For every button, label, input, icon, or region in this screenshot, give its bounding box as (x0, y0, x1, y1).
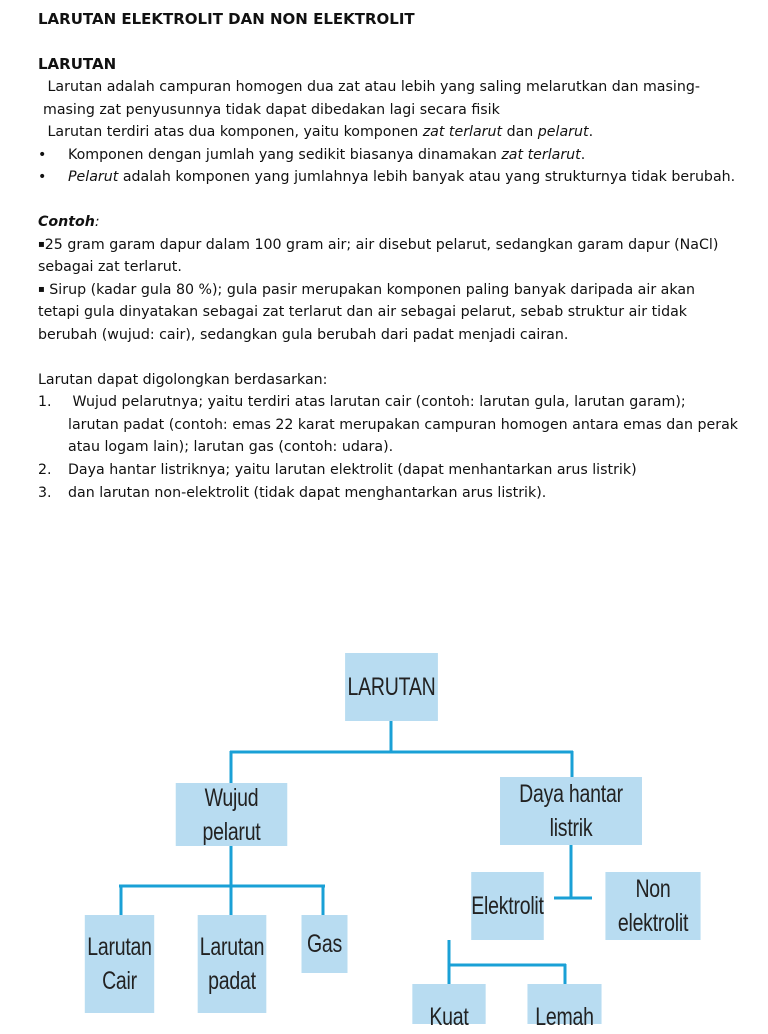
bullet-text-before: Komponen dengan jumlah yang sedikit biasanya dinamakan (68, 146, 502, 163)
number-marker: 3. (38, 484, 52, 501)
example-item (38, 279, 738, 347)
numbered-item-text: Wujud pelarutnya; yaitu terdiri atas larutan cair (contoh: larutan gula, larutan garam); larutan padat (contoh: emas 22 karat merupakan campuran homogen antara emas dan perak atau logam lain); larutan gas (contoh: udara). (68, 394, 743, 456)
bullet-text-after: . (580, 146, 586, 163)
numbered-item (38, 459, 738, 482)
diagram-box-elektrolit (471, 872, 544, 940)
box-label: Elektrolit (471, 892, 544, 920)
classification-intro: Larutan dapat digolongkan berdasarkan: (38, 371, 328, 388)
document-body (38, 8, 743, 504)
box-label: Non elektrolit (617, 875, 689, 937)
bullet-italic-term: Pelarut (68, 169, 119, 186)
box-label-line: Cair (102, 967, 137, 995)
term-pelarut: pelarut (537, 124, 589, 141)
box-label-line: padat (208, 967, 256, 995)
bullet-item (38, 144, 738, 167)
example-label: Contoh (38, 213, 95, 230)
diagram-box-daya-hantar-listrik (500, 777, 642, 845)
bullet-item (38, 166, 738, 189)
box-label: Gas (306, 930, 343, 958)
diagram-box-gas (301, 915, 347, 973)
section-heading: LARUTAN (38, 55, 117, 73)
diagram-box-larutan-cair (85, 915, 154, 1013)
example-colon: : (94, 213, 100, 230)
numbered-item (38, 391, 743, 459)
box-label-line: Larutan (87, 933, 152, 961)
diagram-box-lemah (527, 984, 601, 1031)
definition-text-middle: dan (502, 124, 538, 141)
definition-text-after: . (588, 124, 594, 141)
box-label: Kuat (429, 1003, 469, 1031)
bullet-italic-term: zat terlarut (501, 146, 581, 163)
definition-paragraph-1: Larutan adalah campuran homogen dua zat atau lebih yang saling melarutkan dan masing-masing zat penyusunnya tidak dapat dibedakan lagi secara fisik (43, 79, 700, 118)
term-zat-terlarut: zat terlarut (422, 124, 503, 141)
diagram-box-wujud-pelarut (176, 783, 288, 846)
example-text: 25 gram garam dapur dalam 100 gram air; air disebut pelarut, sedangkan garam dapur (NaCl) sebagai zat terlarut. (38, 236, 723, 276)
box-label: LARUTAN (347, 673, 436, 701)
numbered-item-text: dan larutan non-elektrolit (tidak dapat menghantarkan arus listrik). (68, 484, 547, 501)
number-marker: 2. (38, 461, 52, 478)
document-title: LARUTAN ELEKTROLIT DAN NON ELEKTROLIT (38, 10, 415, 28)
numbered-item (38, 482, 738, 505)
bullet-marker: • (38, 169, 47, 186)
diagram-box-larutan-padat (198, 915, 267, 1013)
box-label: Wujud pelarut (202, 783, 261, 846)
numbered-item-text: Daya hantar listriknya; yaitu larutan elektrolit (dapat menhantarkan arus listrik) (68, 461, 637, 478)
box-label: Daya hantar listrik (519, 780, 623, 842)
box-label-line: Larutan (199, 933, 265, 961)
diagram-box-larutan (345, 653, 438, 721)
example-heading (38, 211, 738, 234)
bullet-text-after: adalah komponen yang jumlahnya lebih banyak atau yang strukturnya tidak berubah. (118, 169, 736, 186)
definition-text-before: Larutan terdiri atas dua komponen, yaitu komponen (43, 124, 423, 141)
diagram-box-non-elektrolit (605, 872, 700, 940)
bullet-marker: • (38, 146, 47, 163)
definition-paragraph-2 (38, 121, 738, 144)
box-label: Lemah (535, 1003, 594, 1031)
example-item (38, 234, 738, 279)
square-bullet-icon: ▪ (38, 283, 45, 295)
diagram-box-kuat (412, 984, 485, 1031)
example-text: Sirup (kadar gula 80 %); gula pasir merupakan komponen paling banyak daripada air akan tetapi gula dinyatakan sebagai zat terlarut dan air sebagai pelarut, sebab struktur air tidak berubah (wujud: cair), sedangkan gula berubah dari padat menjadi cairan. (38, 281, 700, 343)
number-marker: 1. (38, 394, 52, 411)
square-bullet-icon: ▪ (38, 238, 45, 250)
